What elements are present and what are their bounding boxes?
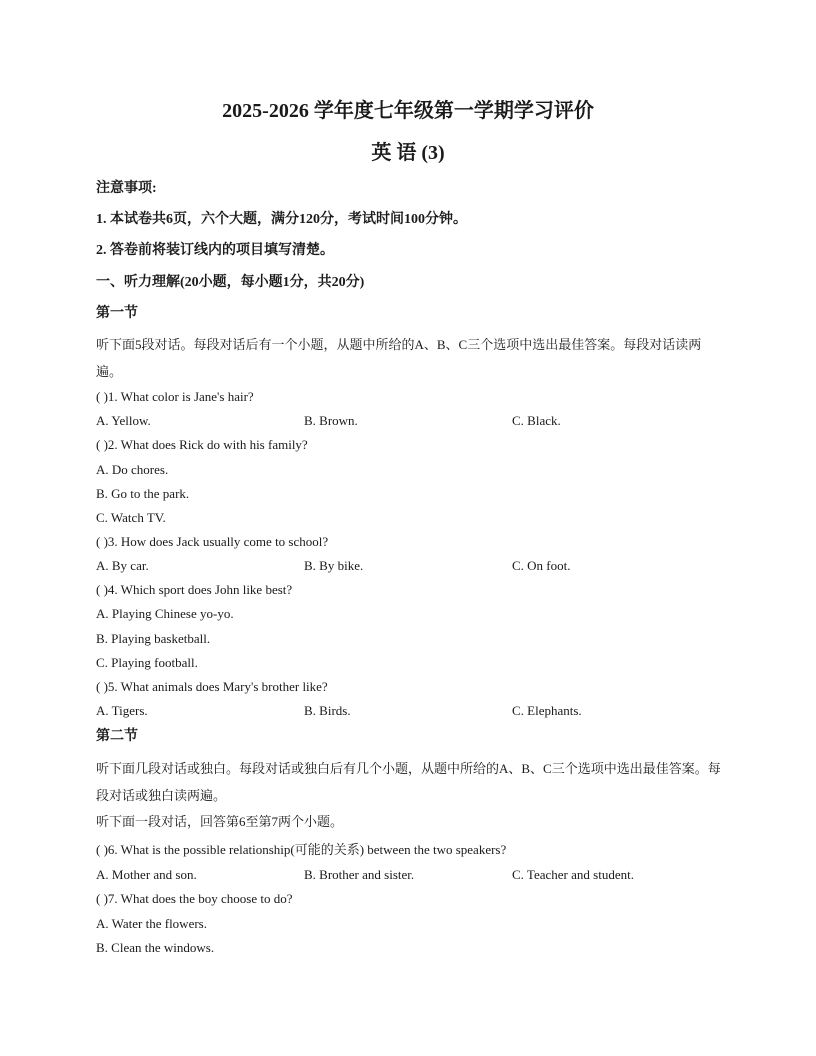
answer-option: C. Playing football. [96, 655, 198, 670]
part1-heading: 一、听力理解(20小题，每小题1分，共20分) [96, 275, 365, 290]
answer-option: A. Mother and son. [96, 867, 197, 882]
answer-option: A. Playing Chinese yo-yo. [96, 606, 234, 621]
answer-option: A. Yellow. [96, 413, 151, 428]
answer-option: A. Water the flowers. [96, 916, 207, 931]
answer-option: C. On foot. [512, 558, 571, 573]
section2-sub-instruction: 听下面一段对话，回答第6至第7两个小题。 [96, 814, 344, 829]
question-stem: ( )6. What is the possible relationship(可能的关系) between the two speakers? [96, 842, 507, 857]
answer-option: B. Clean the windows. [96, 940, 215, 955]
question-stem: ( )4. Which sport does John like best? [96, 582, 293, 597]
answer-option: A. Do chores. [96, 462, 169, 477]
section1-instructions: 听下面5段对话。每段对话后有一个小题，从题中所给的A、B、C三个选项中选出最佳答案。每段对话读两遍。 [96, 337, 702, 379]
notes-heading: 注意事项: [96, 181, 157, 196]
question-stem: ( )7. What does the boy choose to do? [96, 891, 293, 906]
question-stem: ( )1. What color is Jane's hair? [96, 389, 254, 404]
section1-heading: 第一节 [96, 306, 138, 321]
question-stem: ( )5. What animals does Mary's brother like? [96, 679, 328, 694]
answer-option: B. Playing basketball. [96, 631, 211, 646]
answer-option: A. Tigers. [96, 703, 148, 718]
answer-option: C. Black. [512, 413, 561, 428]
note-item: 2. 答卷前将装订线内的项目填写清楚。 [96, 243, 334, 258]
section2-instructions: 听下面几段对话或独白。每段对话或独白后有几个小题，从题中所给的A、B、C三个选项中选出最佳答案。每段对话或独白读两遍。 [96, 761, 721, 803]
answer-option: B. Brother and sister. [304, 867, 415, 882]
note-item: 1. 本试卷共6页，六个大题，满分120分，考试时间100分钟。 [96, 212, 467, 227]
answer-option: B. Brown. [304, 413, 358, 428]
exam-title: 2025-2026 学年度七年级第一学期学习评价 [222, 100, 594, 122]
answer-option: B. Go to the park. [96, 486, 190, 501]
exam-subtitle: 英 语 (3) [371, 142, 445, 164]
answer-option: B. Birds. [304, 703, 351, 718]
section2-heading: 第二节 [96, 729, 138, 744]
answer-option: C. Watch TV. [96, 510, 166, 525]
answer-option: C. Teacher and student. [512, 867, 634, 882]
answer-option: A. By car. [96, 558, 149, 573]
answer-option: B. By bike. [304, 558, 364, 573]
question-stem: ( )2. What does Rick do with his family? [96, 437, 308, 452]
question-stem: ( )3. How does Jack usually come to school? [96, 534, 329, 549]
answer-option: C. Elephants. [512, 703, 582, 718]
